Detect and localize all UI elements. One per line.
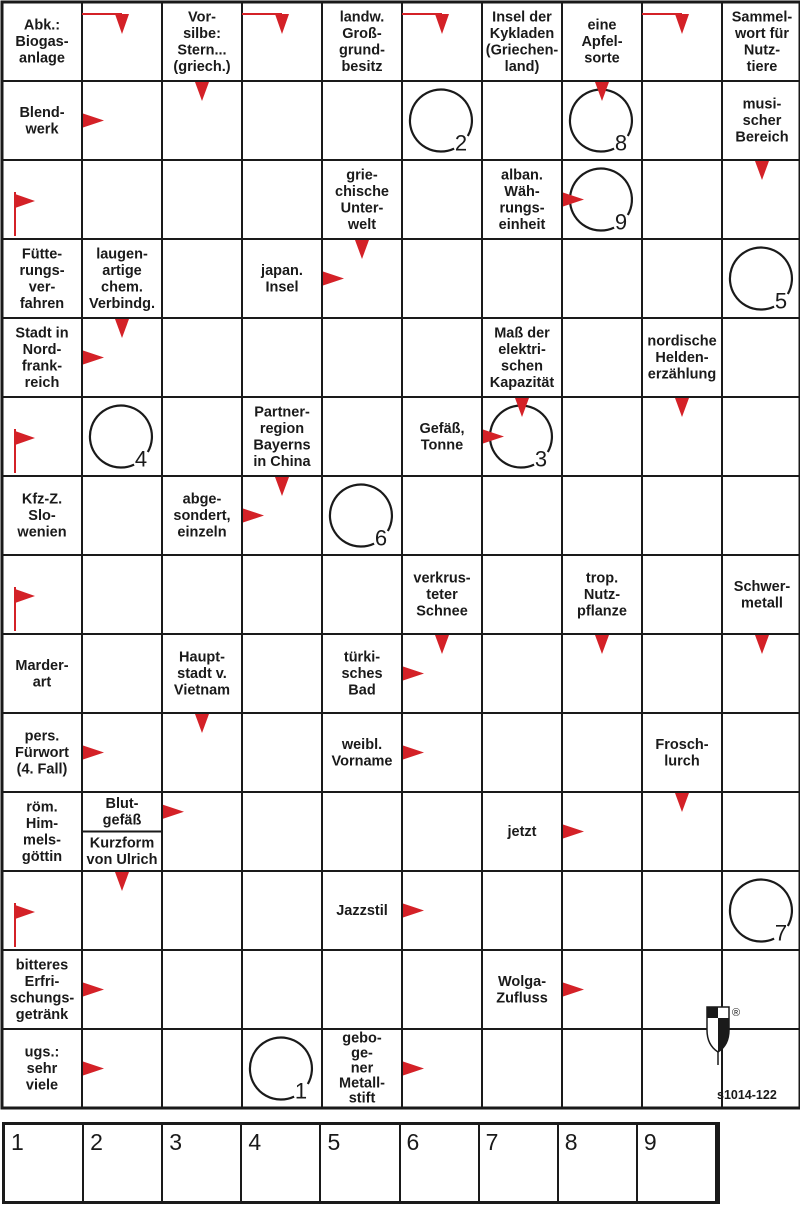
clue-partner <box>253 404 311 470</box>
arrow-right-icon <box>563 825 584 839</box>
arrow-right-icon <box>83 1062 104 1076</box>
clue-line: alban. <box>501 167 543 184</box>
clue-line: Fütte- <box>21 246 63 263</box>
arrow-down-icon <box>755 635 769 654</box>
arrow-corner-down-icon <box>275 14 289 34</box>
clue-line: landw. <box>339 9 385 26</box>
ring-number: 5 <box>774 288 788 314</box>
clue-line: grund- <box>339 42 385 59</box>
clue-line: nordische <box>647 333 717 350</box>
clue-line: Biogas- <box>15 34 69 51</box>
arrow-right-icon <box>403 746 424 760</box>
ring-number: 9 <box>614 209 628 235</box>
clue-blutgefaess <box>103 796 142 829</box>
arrow-down-icon <box>755 161 769 180</box>
clue-line: land) <box>504 58 540 75</box>
svg-text:®: ® <box>732 1007 741 1019</box>
clue-line: Marder- <box>15 657 69 674</box>
clue-blendwerk <box>19 105 64 137</box>
clue-line: gebo- <box>342 1030 382 1047</box>
arrow-down-icon <box>595 82 609 101</box>
clue-line: Groß- <box>342 25 382 42</box>
solution-cell-number: 9 <box>643 1129 657 1155</box>
clue-line: Erfri- <box>24 973 60 990</box>
clue-kfz <box>16 492 66 541</box>
clue-line: viele <box>25 1077 59 1094</box>
clue-line: Schwer- <box>733 578 791 595</box>
solution-cell[interactable] <box>242 1125 321 1201</box>
arrow-flag-icon <box>15 194 35 208</box>
arrow-right-icon <box>403 667 424 681</box>
clue-line: erzählung <box>647 366 717 383</box>
clue-line: Schnee <box>416 603 468 620</box>
clue-line: Partner- <box>254 404 310 421</box>
grid-lines <box>2 2 800 1108</box>
clue-sammelwort <box>732 9 793 75</box>
arrow-corner-down-icon <box>435 14 449 34</box>
clue-line: rungs- <box>19 262 65 279</box>
arrow-down-icon <box>515 398 529 417</box>
clue-musisch <box>735 97 788 146</box>
clue-line: region <box>259 420 305 437</box>
clue-line: reich <box>24 374 60 391</box>
clue-line: werk <box>25 121 59 138</box>
clue-line: (griech.) <box>173 58 231 75</box>
solution-cell-number: 6 <box>406 1129 420 1155</box>
arrow-right-icon <box>403 1062 424 1076</box>
arrow-down-icon <box>435 635 449 654</box>
clue-jazzstil <box>336 903 388 919</box>
clue-gefaess <box>419 421 464 454</box>
clue-sehrviele <box>25 1045 60 1094</box>
arrow-right-icon <box>243 509 264 523</box>
solution-cell[interactable] <box>321 1125 400 1201</box>
clue-line: stadt v. <box>177 666 227 683</box>
clue-line: Zufluss <box>496 990 548 1007</box>
clue-line: eine <box>587 17 617 34</box>
clue-grossgrundbesitz <box>339 9 385 75</box>
clue-line: trop. <box>585 570 619 587</box>
clue-line: fahren <box>19 295 65 312</box>
clue-line: einheit <box>498 216 546 233</box>
clue-line: Stadt in <box>15 325 69 342</box>
clue-ulrich <box>87 836 158 869</box>
clue-fuerwort <box>15 729 69 778</box>
ring-number: 1 <box>294 1078 308 1104</box>
arrow-right-icon <box>83 114 104 128</box>
clue-line: Abk.: <box>23 17 61 34</box>
clue-metallstift <box>339 1031 385 1107</box>
clue-line: rungs- <box>499 200 545 217</box>
clue-froschlurch <box>655 737 708 770</box>
clue-line: tiere <box>746 58 778 75</box>
solution-cell[interactable] <box>163 1125 242 1201</box>
clue-schwermetall <box>734 579 791 612</box>
clue-japaninsel <box>260 263 303 296</box>
clue-line: Nord- <box>22 341 62 358</box>
arrow-right-icon <box>563 983 584 997</box>
clue-line: Bayerns <box>253 437 311 454</box>
clue-line: wort für <box>735 25 789 42</box>
clue-line: teter <box>426 587 458 604</box>
clue-line: schungs- <box>9 990 75 1007</box>
clue-line: Wäh- <box>504 183 540 200</box>
clue-line: in China <box>253 453 311 470</box>
clue-line: musi- <box>742 96 782 113</box>
clue-line: sehr <box>26 1061 58 1078</box>
arrow-right-icon <box>83 351 104 365</box>
arrow-down-icon <box>595 635 609 654</box>
clue-nordfrank <box>15 325 68 391</box>
clue-line: artige <box>102 262 142 279</box>
clue-line: lurch <box>664 753 700 770</box>
clue-line: Insel <box>265 279 299 296</box>
ring-number: 8 <box>614 130 628 156</box>
clue-line: Blut- <box>105 796 139 813</box>
clue-line: türki- <box>343 649 381 666</box>
clue-line: röm. <box>26 799 58 816</box>
clue-line: Bereich <box>735 129 789 146</box>
arrow-flag-icon <box>15 905 35 919</box>
clue-arrows <box>15 14 769 1076</box>
clue-line: Nutz- <box>583 587 621 604</box>
clue-line: Jazzstil <box>336 903 388 920</box>
solution-cell[interactable] <box>5 1125 84 1201</box>
clue-line: scher <box>742 113 782 130</box>
clue-wolga <box>496 974 548 1007</box>
clue-line: Kapazität <box>489 374 555 391</box>
clue-line: weibl. <box>341 736 383 753</box>
clue-line: japan. <box>261 262 303 279</box>
clue-line: bitteres <box>15 957 69 974</box>
ring-number: 4 <box>134 446 148 472</box>
arrow-right-icon <box>403 904 424 918</box>
solution-cell[interactable] <box>480 1125 559 1201</box>
clue-line: getränk <box>15 1006 69 1023</box>
clue-line: ner <box>350 1060 374 1077</box>
clue-marder <box>15 658 68 691</box>
clue-line: Metall- <box>339 1075 385 1092</box>
clue-unterwelt <box>335 167 389 233</box>
arrow-right-icon <box>483 430 504 444</box>
clue-line: schen <box>501 358 543 375</box>
ring-number: 7 <box>774 920 788 946</box>
clue-line: Maß der <box>494 325 550 342</box>
clue-line: Tonne <box>420 437 464 454</box>
clue-vorname <box>332 737 393 770</box>
clue-line: besitz <box>341 58 383 75</box>
arrow-down-icon <box>675 398 689 417</box>
clue-line: welt <box>347 216 377 233</box>
clue-abgesondert <box>173 492 230 541</box>
clue-schnee <box>413 571 470 620</box>
clue-line: anlage <box>19 50 65 67</box>
clue-biogas <box>15 18 68 67</box>
arrow-down-icon <box>355 240 369 259</box>
clue-line: chische <box>335 183 389 200</box>
publisher-logo <box>707 1007 740 1065</box>
solution-cell-number: 2 <box>90 1129 103 1155</box>
clue-line: Blend- <box>19 104 65 121</box>
arrow-down-icon <box>675 793 689 812</box>
arrow-right-icon <box>323 272 344 286</box>
ring-number: 2 <box>454 130 468 156</box>
clue-line: Vor- <box>188 9 216 26</box>
clue-line: sches <box>341 666 383 683</box>
clue-line: laugen- <box>96 246 148 263</box>
clue-line: Nutz- <box>743 42 781 59</box>
solution-cell-number: 8 <box>564 1129 578 1155</box>
clue-line: frank- <box>21 358 63 375</box>
arrow-right-icon <box>563 193 584 207</box>
clue-apfelsorte <box>581 18 622 67</box>
clue-line: Haupt- <box>179 649 225 666</box>
clue-line: ge- <box>351 1045 373 1062</box>
clue-line: art <box>32 674 52 691</box>
clue-line: Helden- <box>655 350 709 367</box>
puzzle-code: s1014-122 <box>717 1088 777 1102</box>
arrow-down-icon <box>115 319 129 338</box>
arrow-down-icon <box>195 82 209 101</box>
solution-cell[interactable] <box>559 1125 638 1201</box>
clue-line: Unter- <box>340 200 384 217</box>
arrow-right-icon <box>83 983 104 997</box>
clue-line: Kurzform <box>89 835 155 852</box>
clue-line: Sammel- <box>731 9 793 26</box>
clue-line: göttin <box>21 848 63 865</box>
solution-cell-number: 4 <box>248 1129 262 1155</box>
clue-waehrung <box>499 167 546 233</box>
arrow-corner-down-icon <box>115 14 129 34</box>
clue-line: Insel der <box>492 9 552 26</box>
solution-cell-number: 1 <box>11 1129 24 1155</box>
clue-line: metall <box>741 595 783 612</box>
solution-cell-number: 5 <box>327 1129 341 1155</box>
arrow-corner-down-icon <box>675 14 689 34</box>
clue-vorsilbe <box>173 9 230 75</box>
solution-cell[interactable] <box>638 1125 717 1201</box>
clue-line: chem. <box>101 279 143 296</box>
clue-line: grie- <box>346 167 378 184</box>
clue-line: Him- <box>25 815 59 832</box>
clue-himmel <box>22 799 62 865</box>
clue-vietnam <box>174 650 230 699</box>
solution-strip <box>2 1122 720 1204</box>
clue-line: Fürwort <box>15 745 69 762</box>
clue-line: Bad <box>348 682 376 699</box>
clue-line: elektri- <box>498 341 546 358</box>
clue-line: stift <box>348 1090 376 1107</box>
clue-line: einzeln <box>177 524 227 541</box>
solution-cell-number: 7 <box>485 1129 499 1155</box>
clue-line: jetzt <box>507 824 537 841</box>
clue-line: abge- <box>182 491 222 508</box>
clue-laugen <box>89 246 155 312</box>
clue-line: pers. <box>24 728 60 745</box>
clue-line: Wolga- <box>497 973 547 990</box>
clue-line: wenien <box>17 524 67 541</box>
clue-line: gefäß <box>102 812 142 829</box>
arrow-down-icon <box>115 872 129 891</box>
clue-bad <box>341 650 382 699</box>
clue-line: Apfel- <box>581 34 623 51</box>
clue-line: sondert, <box>173 508 231 525</box>
solution-cell[interactable] <box>84 1125 163 1201</box>
clue-line: mels- <box>23 832 61 849</box>
clue-line: ver- <box>28 279 56 296</box>
clue-line: silbe: <box>183 25 221 42</box>
clue-line: ugs.: <box>24 1044 60 1061</box>
clue-jetzt <box>507 824 537 840</box>
clue-line: von Ulrich <box>86 852 158 869</box>
clue-line: (Griechen- <box>485 42 559 59</box>
arrow-down-icon <box>195 714 209 733</box>
clue-line: Vorname <box>331 753 393 770</box>
solution-cell-number: 3 <box>169 1129 183 1155</box>
solution-cell[interactable] <box>401 1125 480 1201</box>
arrow-flag-icon <box>15 589 35 603</box>
clue-kapazitaet <box>490 325 555 391</box>
clue-line: (4. Fall) <box>16 761 68 778</box>
clue-line: Vietnam <box>173 682 231 699</box>
clue-line: Verbindg. <box>88 295 156 312</box>
ring-number: 6 <box>374 525 388 551</box>
ring-number: 3 <box>534 446 548 472</box>
clue-line: verkrus- <box>413 570 471 587</box>
clue-line: Kfz-Z. <box>21 491 63 508</box>
clue-kykladen <box>486 9 559 75</box>
clue-erfrischung <box>10 957 75 1023</box>
clue-line: Stern... <box>177 42 227 59</box>
arrow-flag-icon <box>15 431 35 445</box>
clue-nutzpflanze <box>577 571 627 620</box>
clue-line: pflanze <box>577 603 627 620</box>
clue-line: Kykladen <box>489 25 555 42</box>
clue-line: Frosch- <box>655 736 709 753</box>
clue-helden <box>647 334 716 383</box>
arrow-right-icon <box>163 805 184 819</box>
arrow-right-icon <box>83 746 104 760</box>
clue-line: Slo- <box>28 508 56 525</box>
clue-line: Gefäß, <box>419 420 465 437</box>
clue-fuetterung <box>19 246 64 312</box>
clue-line: sorte <box>584 50 620 67</box>
arrow-down-icon <box>275 477 289 496</box>
